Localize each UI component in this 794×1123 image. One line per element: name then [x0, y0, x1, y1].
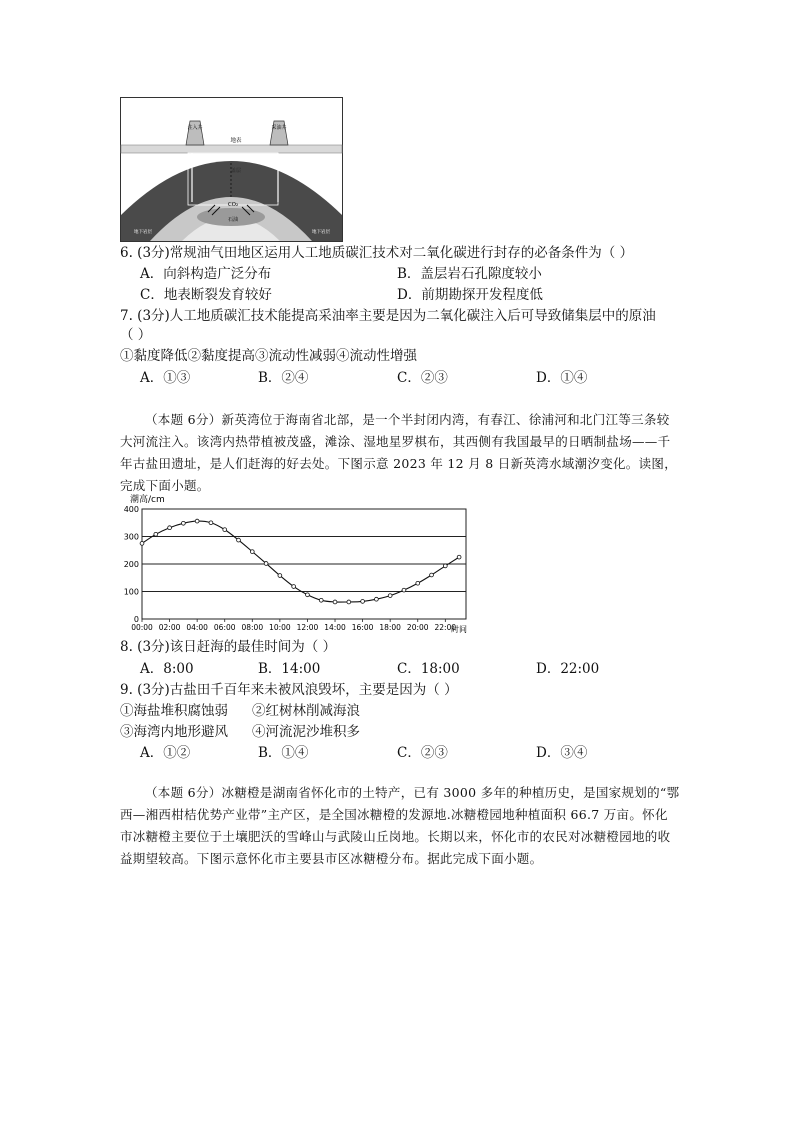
tide-point: [374, 597, 378, 601]
tide-point: [333, 600, 337, 604]
inject-well-label: 注入井: [187, 125, 203, 131]
tide-point: [457, 555, 461, 559]
tide-point: [388, 594, 392, 598]
q7-stem: 7. (3分)人工地质碳汇技术能提高采油率主要是因为二氧化碳注入后可导致储集层中的原油: [120, 308, 656, 324]
q7-items: ①黏度降低②黏度提高③流动性减弱④流动性增强: [120, 348, 417, 364]
y-tick-label: 200: [123, 560, 139, 569]
tide-point: [430, 573, 434, 577]
q8-option-d[interactable]: D．22:00: [536, 661, 600, 677]
x-tick-label: 22:00: [434, 623, 457, 632]
q8-option-b[interactable]: B．14:00: [258, 661, 321, 677]
surface-layer: [121, 145, 342, 153]
tide-point: [319, 598, 323, 602]
passage-orange: （本题 6分）冰糖橙是湖南省怀化市的土特产，已有 3000 多年的种植历史，是国家规划的“鄂西—湘西柑桔优势产业带”主产区，是全国冰糖橙的发源地.冰糖橙园地种植面积 66.7 万亩。怀化市冰糖橙主要位于土壤肥沃的雪峰山与武陵山丘岗地。长期以来，怀化市的农民对冰糖橙园地的收益期望较高。下图示意怀化市主要县市区冰糖橙分布。据此完成下面小题。: [120, 785, 680, 866]
x-tick-label: 14:00: [324, 623, 346, 632]
chart-xlabel: 时间: [451, 625, 467, 634]
q9-item-3: ③海湾内地形避风: [120, 724, 228, 740]
tide-point: [181, 521, 185, 525]
x-tick-label: 20:00: [406, 623, 429, 632]
tide-point: [347, 600, 351, 604]
oil-label: 石油: [227, 217, 239, 223]
q9-item-4: ④河流泥沙堆积多: [252, 724, 360, 740]
tide-point: [264, 562, 268, 566]
tide-point: [223, 528, 227, 532]
tide-point: [402, 588, 406, 592]
q9-item-1: ①海盐堆积腐蚀弱: [120, 703, 228, 719]
x-tick-label: 12:00: [296, 623, 319, 632]
q6-stem: 6. (3分)常规油气田地区运用人工地质碳汇技术对二氧化碳进行封存的必备条件为（ ）: [120, 245, 634, 261]
x-tick-label: 06:00: [213, 623, 236, 632]
tide-point: [195, 519, 199, 523]
tide-point: [443, 564, 447, 568]
tide-point: [168, 526, 172, 530]
tide-point: [154, 532, 158, 536]
right-layer-label: 地下岩层: [312, 230, 330, 235]
x-tick-label: 04:00: [186, 623, 208, 632]
tide-point: [292, 585, 296, 589]
left-layer-label: 地下岩层: [134, 230, 152, 235]
passage-tide: （本题 6分）新英湾位于海南省北部，是一个半封闭内湾，有春江、徐浦河和北门江等三条较大河流注入。该湾内热带植被茂盛，滩涂、湿地星罗棋布，其西侧有我国最早的日晒制盐场——千年古盐田遗址，是人们赶海的好去处。下图示意 2023 年 12 月 8 日新英湾水域潮汐变化。读图，完成下面小题。: [120, 412, 678, 493]
q7-option-d[interactable]: D．①④: [536, 370, 588, 386]
tide-point: [278, 574, 282, 578]
q8-option-a[interactable]: A．8:00: [140, 661, 194, 677]
tide-line: [142, 521, 459, 602]
geology-diagram: [120, 97, 343, 242]
q9-item-2: ②红树林削减海浪: [252, 703, 360, 719]
x-tick-label: 00:00: [131, 623, 153, 632]
tide-point: [209, 521, 213, 525]
q7-option-c[interactable]: C．②③: [397, 370, 448, 386]
y-tick-label: 300: [123, 532, 139, 542]
x-tick-label: 08:00: [241, 623, 264, 632]
q9-option-c[interactable]: C．②③: [397, 745, 448, 761]
tide-point: [416, 581, 420, 585]
q8-option-c[interactable]: C．18:00: [397, 661, 460, 677]
q6-option-a[interactable]: A．向斜构造广泛分布: [140, 266, 272, 282]
y-tick-label: 400: [123, 505, 139, 514]
x-tick-label: 10:00: [269, 623, 291, 632]
q7-stem-bracket: （ ）: [120, 327, 152, 343]
q9-option-d[interactable]: D．③④: [536, 745, 588, 761]
surface-label: 地表: [230, 138, 242, 144]
production-well-label: 采油井: [271, 125, 287, 131]
tide-chart: [120, 492, 470, 634]
q7-option-b[interactable]: B．②④: [258, 370, 309, 386]
q7-option-a[interactable]: A．①③: [140, 370, 191, 386]
chart-ylabel: 潮高/cm: [130, 495, 165, 505]
tide-point: [250, 550, 254, 554]
co2-label: CO₂: [227, 202, 239, 208]
x-tick-label: 02:00: [158, 623, 181, 632]
q9-stem: 9. (3分)古盐田千百年来未被风浪毁坏，主要是因为（ ）: [120, 682, 458, 698]
y-tick-label: 100: [123, 587, 139, 597]
cap-label: 盖层: [230, 168, 242, 174]
x-tick-label: 16:00: [351, 623, 374, 632]
tide-point: [237, 538, 241, 542]
q6-option-b[interactable]: B．盖层岩石孔隙度较小: [397, 266, 542, 282]
q9-option-b[interactable]: B．①④: [258, 745, 309, 761]
q8-stem: 8. (3分)该日赶海的最佳时间为（ ）: [120, 639, 337, 655]
q6-option-d[interactable]: D．前期勘探开发程度低: [397, 287, 543, 303]
tide-point: [140, 541, 144, 545]
y-tick-label: 0: [133, 615, 139, 624]
tide-point: [306, 593, 310, 597]
x-tick-label: 18:00: [379, 623, 401, 632]
q6-option-c[interactable]: C．地表断裂发育较好: [140, 287, 272, 303]
q9-option-a[interactable]: A．①②: [140, 745, 191, 761]
tide-point: [361, 600, 365, 604]
